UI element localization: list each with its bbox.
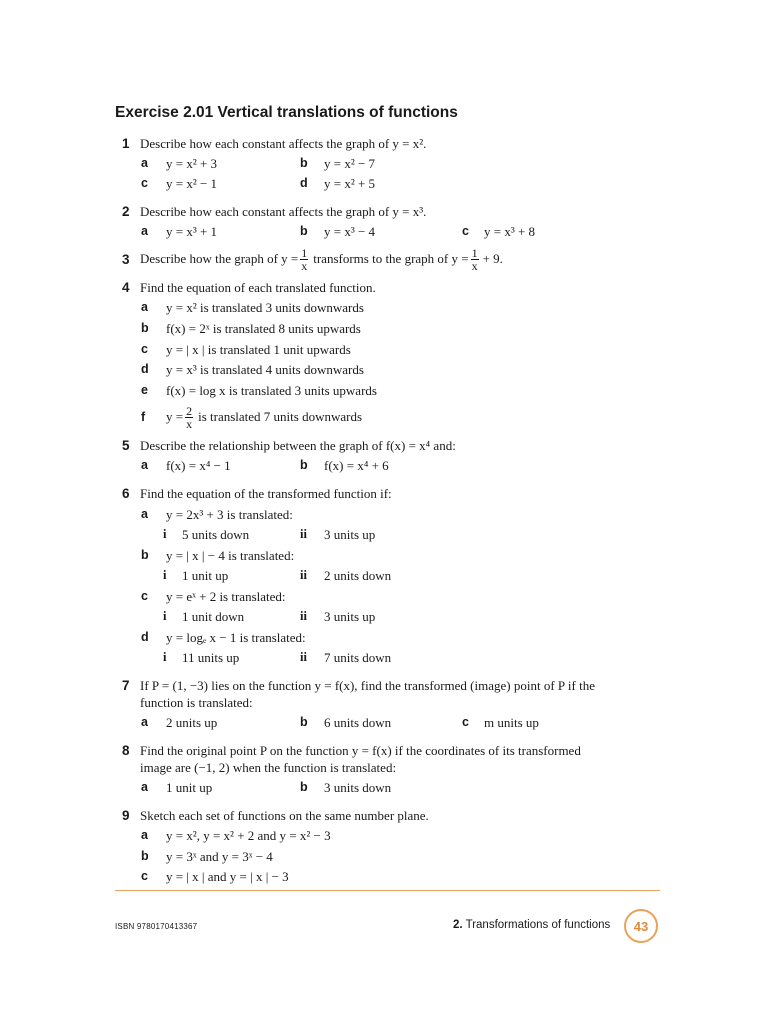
part-label: a (141, 507, 148, 521)
part-label: a (141, 458, 148, 472)
fraction-denominator: x (186, 416, 193, 431)
part-text: y = x³ − 4 (324, 224, 376, 239)
question-text: Find the equation of the transformed function if: (140, 486, 392, 501)
part-label: d (300, 176, 308, 190)
fraction (185, 405, 193, 430)
question-text: Describe the relationship between the graph of f(x) = x⁴ and: (140, 438, 456, 453)
part-label: c (141, 589, 148, 603)
page-number: 43 (624, 909, 658, 943)
part-label: c (141, 176, 148, 190)
part-label: f (141, 410, 146, 424)
subpart-text: 1 unit up (182, 568, 229, 583)
part-text: y = | x | and y = | x | − 3 (166, 869, 289, 884)
part-label: a (141, 224, 148, 238)
part-text: y = x² + 5 (324, 176, 376, 191)
part-text: 2 units up (166, 715, 218, 730)
part-text: f(x) = 2ˣ is translated 8 units upwards (166, 321, 361, 336)
subpart-label: i (163, 609, 167, 623)
part-text: f(x) = x⁴ + 6 (324, 458, 389, 473)
part-label: a (141, 828, 148, 842)
part-label: b (300, 458, 308, 472)
question-text-line: If P = (1, −3) lies on the function y = f(x), find the transformed (image) point of P if the (140, 678, 595, 693)
question-number: 3 (122, 252, 130, 267)
subpart-label: ii (300, 609, 307, 623)
subpart-label: ii (300, 650, 307, 664)
question-number: 7 (122, 678, 130, 693)
part-text: y = x², y = x² + 2 and y = x² − 3 (166, 828, 331, 843)
question-text: Find the equation of each translated function. (140, 280, 376, 295)
subpart-text: 3 units up (324, 527, 376, 542)
isbn: ISBN 9780170413367 (115, 922, 198, 931)
part-text: y = x³ + 1 (166, 224, 218, 239)
part-text: y = eˣ + 2 is translated: (166, 589, 286, 604)
question-text-line: image are (−1, 2) when the function is translated: (140, 760, 397, 775)
fraction-denominator: x (301, 258, 308, 273)
part-label: a (141, 780, 148, 794)
subpart-label: i (163, 527, 167, 541)
fraction-numerator: 1 (301, 245, 308, 260)
part-label: a (141, 300, 148, 314)
question-text-line: Find the original point P on the function y = f(x) if the coordinates of its transformed (140, 743, 581, 758)
part-text: 3 units down (324, 780, 392, 795)
subpart-text: 11 units up (182, 650, 240, 665)
part-label: b (141, 321, 149, 335)
question-text (140, 244, 503, 274)
part-text: f(x) = log x is translated 3 units upwards (166, 383, 377, 398)
question-number: 4 (122, 280, 130, 295)
part-text-prefix: y = (166, 409, 184, 424)
part-label: c (462, 715, 469, 729)
part-text: y = | x | is translated 1 unit upwards (166, 342, 351, 357)
part-text: y = logₑ x − 1 is translated: (166, 630, 306, 645)
part-text: y = x² − 1 (166, 176, 218, 191)
part-text: y = x³ + 8 (484, 224, 536, 239)
fraction (300, 247, 308, 272)
part-label: b (300, 780, 308, 794)
part-label: c (141, 342, 148, 356)
subpart-text: 2 units down (324, 568, 392, 583)
part-text: y = x² − 7 (324, 156, 376, 171)
question-number: 6 (122, 486, 130, 501)
part-text: y = 2x³ + 3 is translated: (166, 507, 293, 522)
part-label: c (141, 869, 148, 883)
question-text: Describe how each constant affects the graph of y = x³. (140, 204, 427, 219)
part-label: b (141, 548, 149, 562)
part-text: y = x² + 3 (166, 156, 218, 171)
chapter-heading (453, 919, 610, 931)
fraction-numerator: 1 (471, 245, 478, 260)
part-text: y = x² is translated 3 units downwards (166, 300, 364, 315)
question-text-part: transforms to the graph of y = (313, 251, 469, 266)
subpart-label: ii (300, 568, 307, 582)
part-text: y = x³ is translated 4 units downwards (166, 362, 364, 377)
question-number: 8 (122, 743, 130, 758)
question-number: 5 (122, 438, 130, 453)
subpart-text: 5 units down (182, 527, 250, 542)
subpart-label: ii (300, 527, 307, 541)
part-text-suffix: is translated 7 units downwards (198, 409, 363, 424)
question-text: Describe how each constant affects the graph of y = x². (140, 136, 427, 151)
part-label: b (141, 849, 149, 863)
part-text: m units up (484, 715, 539, 730)
part-text: y = | x | − 4 is translated: (166, 548, 295, 563)
part-text (166, 401, 362, 433)
fraction-denominator: x (471, 258, 478, 273)
part-text: 6 units down (324, 715, 392, 730)
question-number: 2 (122, 204, 130, 219)
question-text-part: + 9. (482, 251, 503, 266)
part-text: 1 unit up (166, 780, 213, 795)
exercise-title: Exercise 2.01 Vertical translations of functions (115, 104, 458, 121)
part-label: d (141, 630, 149, 644)
part-label: d (141, 362, 149, 376)
fraction-numerator: 2 (186, 403, 193, 418)
question-text-line: function is translated: (140, 695, 253, 710)
part-label: e (141, 383, 148, 397)
part-label: a (141, 715, 148, 729)
part-label: b (300, 156, 308, 170)
subpart-label: i (163, 568, 167, 582)
subpart-label: i (163, 650, 167, 664)
part-text: y = 3ˣ and y = 3ˣ − 4 (166, 849, 273, 864)
question-number: 9 (122, 808, 130, 823)
part-text: f(x) = x⁴ − 1 (166, 458, 231, 473)
chapter-title: Transformations of functions (465, 919, 611, 931)
fraction (471, 247, 479, 272)
subpart-text: 1 unit down (182, 609, 245, 624)
question-text-part: Describe how the graph of y = (140, 251, 299, 266)
subpart-text: 7 units down (324, 650, 392, 665)
question-text: Sketch each set of functions on the same number plane. (140, 808, 429, 823)
subpart-text: 3 units up (324, 609, 376, 624)
part-label: a (141, 156, 148, 170)
chapter-number: 2. (453, 919, 463, 931)
part-label: c (462, 224, 469, 238)
part-label: b (300, 224, 308, 238)
part-label: b (300, 715, 308, 729)
question-number: 1 (122, 136, 130, 151)
footer-divider (115, 890, 660, 891)
